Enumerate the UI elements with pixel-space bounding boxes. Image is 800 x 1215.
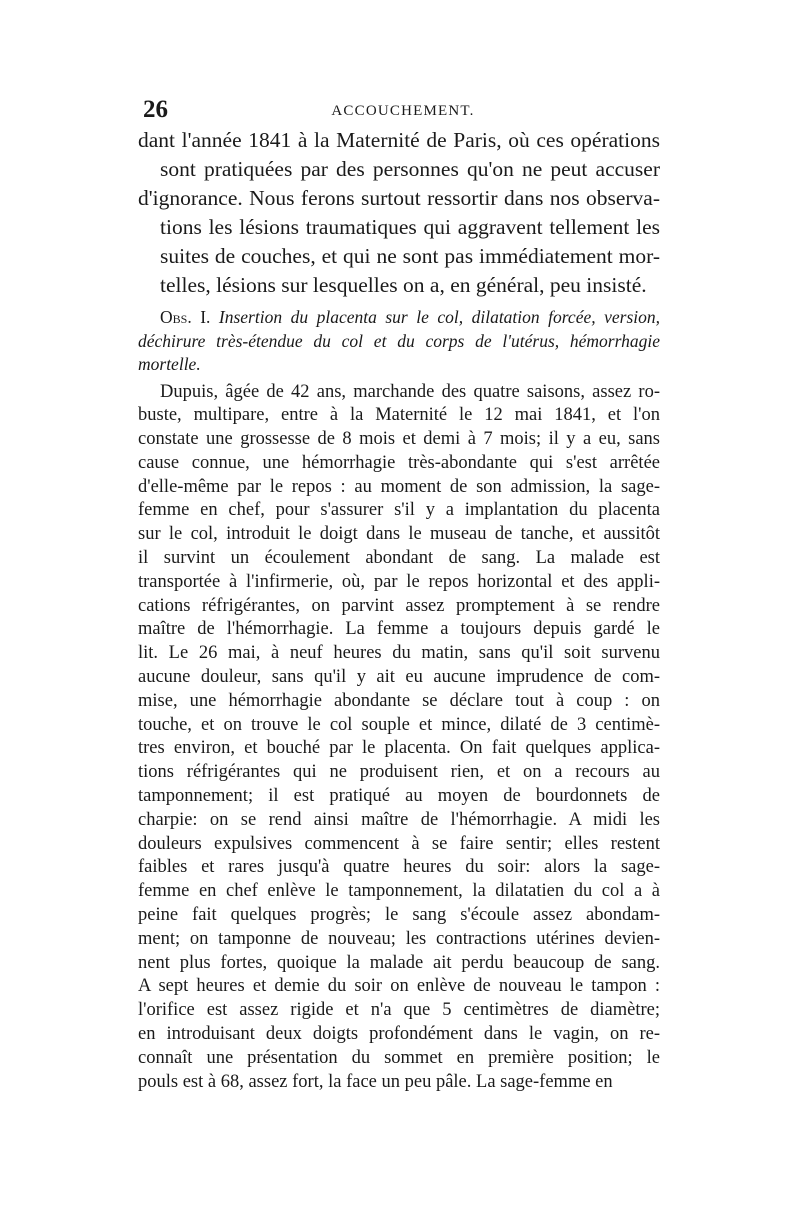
text-line: d'ignorance. Nous ferons surtout ressortir dans nos observa- bbox=[138, 186, 660, 210]
text-line: suites de couches, et qui ne sont pas immédiatement mor- bbox=[160, 244, 660, 268]
case-line: charpie: on se rend ainsi maître de l'hémorrhagie. A midi les bbox=[138, 809, 660, 830]
case-line: tamponnement; il est pratiqué au moyen de bourdonnets de bbox=[138, 786, 660, 807]
case-line: transportée à l'infirmerie, où, par le repos horizontal et des appli- bbox=[138, 571, 660, 592]
case-line: cause connue, une hémorrhagie très-abondante qui s'est arrêtée bbox=[138, 452, 660, 473]
case-line: A sept heures et demie du soir on enlève de nouveau le tampon : bbox=[138, 976, 660, 997]
case-line: il survint un écoulement abondant de sang. La malade est bbox=[138, 548, 660, 569]
text-line: telles, lésions sur lesquelles on a, en général, peu insisté. bbox=[160, 273, 647, 297]
case-line: tions réfrigérantes qui ne produisent rien, et on a recours au bbox=[138, 762, 660, 783]
case-line: en introduisant deux doigts profondément dans le vagin, on re- bbox=[138, 1024, 660, 1045]
observation-title-line: mortelle. bbox=[138, 354, 201, 374]
case-line: tres environ, et bouché par le placenta. On fait quelques applica- bbox=[138, 738, 660, 759]
case-line: d'elle-même par le repos : au moment de son admission, la sage- bbox=[138, 476, 660, 497]
case-line: touche, et on trouve le col souple et mince, dilaté de 3 centimè- bbox=[138, 714, 660, 735]
text-line: sont pratiquées par des personnes qu'on ne peut accuser bbox=[160, 157, 660, 181]
text-line: tions les lésions traumatiques qui aggravent tellement les bbox=[160, 215, 660, 239]
observation-title-line bbox=[138, 306, 660, 330]
observation-heading bbox=[138, 306, 660, 377]
case-line: constate une grossesse de 8 mois et demi à 7 mois; il y a eu, sans bbox=[138, 429, 660, 450]
case-paragraph bbox=[138, 381, 660, 1095]
page-body bbox=[138, 126, 660, 1094]
case-line: sur le col, introduit le doigt dans le museau de tanche, et aussitôt bbox=[138, 524, 660, 545]
case-line: ment; on tamponne de nouveau; les contractions utérines devien- bbox=[138, 928, 660, 949]
intro-paragraph bbox=[138, 126, 660, 300]
case-line: femme en chef enlève le tamponnement, la dilatatien du col a à bbox=[138, 881, 660, 902]
case-line: Dupuis, âgée de 42 ans, marchande des quatre saisons, assez ro- bbox=[160, 381, 660, 402]
text-line: dant l'année 1841 à la Maternité de Paris, où ces opérations bbox=[138, 128, 660, 152]
case-line: douleurs expulsives commencent à se faire sentir; elles restent bbox=[138, 833, 660, 854]
case-line: cations réfrigérantes, on parvint assez promptement à se rendre bbox=[138, 595, 660, 616]
observation-label: Obs. I. bbox=[160, 307, 211, 327]
case-line: nent plus fortes, quoique la malade ait perdu beaucoup de sang. bbox=[138, 952, 660, 973]
case-line: femme en chef, pour s'assurer s'il y a implantation du placenta bbox=[138, 500, 660, 521]
case-line: maître de l'hémorrhagie. La femme a toujours depuis gardé le bbox=[138, 619, 660, 640]
case-line: peine fait quelques progrès; le sang s'écoule assez abondam- bbox=[138, 905, 660, 926]
case-line: buste, multipare, entre à la Maternité le 12 mai 1841, et l'on bbox=[138, 405, 660, 426]
case-line: connaît une présentation du sommet en première position; le bbox=[138, 1047, 660, 1068]
case-line: mise, une hémorrhagie abondante se déclare tout à coup : on bbox=[138, 690, 660, 711]
case-line: faibles et rares jusqu'à quatre heures du soir: alors la sage- bbox=[138, 857, 660, 878]
observation-title: Insertion du placenta sur le col, dilatation forcée, version, bbox=[218, 307, 660, 327]
case-line: pouls est à 68, assez fort, la face un peu pâle. La sage-femme en bbox=[138, 1071, 613, 1092]
page-number: 26 bbox=[143, 96, 168, 123]
running-head: ACCOUCHEMENT. bbox=[331, 103, 475, 119]
case-line: l'orifice est assez rigide et n'a que 5 centimètres de diamètre; bbox=[138, 1000, 660, 1021]
case-line: lit. Le 26 mai, à neuf heures du matin, sans qu'il soit survenu bbox=[138, 643, 660, 664]
page-header bbox=[143, 96, 663, 126]
observation-title-line: déchirure très-étendue du col et du corps de l'utérus, hémorrhagie bbox=[138, 330, 660, 351]
case-line: aucune douleur, sans qu'il y ait eu aucune imprudence de com- bbox=[138, 667, 660, 688]
